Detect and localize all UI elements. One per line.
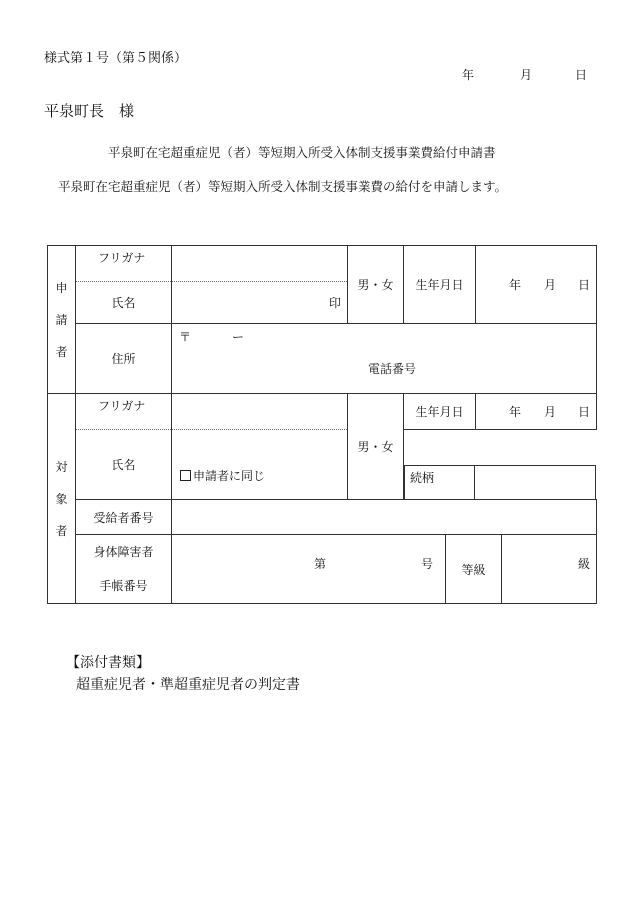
applicant-section-label xyxy=(48,246,76,394)
subject-section-label xyxy=(48,394,76,604)
grade-unit: 級 xyxy=(578,557,591,571)
subject-handbook-number-field[interactable] xyxy=(172,535,446,604)
number-suffix: 号 xyxy=(420,557,433,571)
applicant-address-label: 住所 xyxy=(76,324,172,394)
subject-relation-label: 続柄 xyxy=(410,471,435,485)
subject-handbook-label xyxy=(76,535,172,604)
applicant-birth-label: 生年月日 xyxy=(404,246,476,324)
phone-label: 電話番号 xyxy=(368,362,417,376)
subject-relation-field[interactable] xyxy=(474,465,596,500)
birth-month-label: 月 xyxy=(544,278,557,292)
seal-mark: 印 xyxy=(328,296,341,310)
applicant-birth-field[interactable] xyxy=(476,246,597,324)
birth-month-label: 月 xyxy=(544,405,557,419)
section-char: 申 xyxy=(55,280,68,295)
subject-name-field[interactable] xyxy=(172,430,348,500)
subject-furigana-field[interactable] xyxy=(172,394,348,430)
same-as-applicant-option[interactable] xyxy=(180,467,265,484)
number-prefix: 第 xyxy=(314,557,327,571)
subject-sex-selector[interactable]: 男・女 xyxy=(348,394,404,500)
subject-relation-row xyxy=(404,465,596,500)
date-year-label: 年 xyxy=(462,68,475,82)
attachments-heading: 【添付書類】 xyxy=(66,655,150,671)
applicant-address-field[interactable] xyxy=(172,324,597,394)
handbook-label-line2: 手帳番号 xyxy=(99,579,148,593)
applicant-name-label: 氏名 xyxy=(76,282,172,324)
subject-recipient-no-field[interactable] xyxy=(172,500,597,535)
applicant-furigana-label-cell xyxy=(76,246,172,282)
subject-furigana-label: フリガナ xyxy=(98,399,146,413)
date-day-label: 日 xyxy=(575,68,588,82)
applicant-name-field[interactable] xyxy=(172,282,348,324)
applicant-sex-selector[interactable]: 男・女 xyxy=(348,246,404,324)
birth-year-label: 年 xyxy=(509,278,522,292)
section-char: 請 xyxy=(55,312,68,327)
subject-grade-field[interactable] xyxy=(502,535,597,604)
subject-furigana-label-cell xyxy=(76,394,172,430)
section-char: 者 xyxy=(55,523,68,538)
section-char: 象 xyxy=(55,491,68,506)
applicant-furigana-field[interactable] xyxy=(172,246,348,282)
birth-day-label: 日 xyxy=(578,405,591,419)
subject-recipient-no-label: 受給者番号 xyxy=(76,500,172,535)
date-month-label: 月 xyxy=(520,68,533,82)
application-form-table xyxy=(47,245,597,604)
intro-text: 平泉町在宅超重症児（者）等短期入所受入体制支援事業費の給付を申請します。 xyxy=(58,179,508,194)
section-char: 者 xyxy=(55,344,68,359)
same-as-applicant-label: 申請者に同じ xyxy=(193,469,266,483)
form-number: 様式第１号（第５関係） xyxy=(44,51,188,66)
birth-day-label: 日 xyxy=(578,278,591,292)
applicant-furigana-label: フリガナ xyxy=(98,251,146,265)
postal-dash: ー xyxy=(232,330,245,344)
addressee: 平泉町長 様 xyxy=(44,102,135,120)
document-title: 平泉町在宅超重症児（者）等短期入所受入体制支援事業費給付申請書 xyxy=(108,145,496,160)
subject-relation-label-cell xyxy=(404,465,475,500)
checkbox-icon[interactable] xyxy=(180,470,191,481)
attachment-item: 超重症児者・準超重症児者の判定書 xyxy=(76,677,300,693)
section-char: 対 xyxy=(55,459,68,474)
handbook-label-line1: 身体障害者 xyxy=(93,545,154,559)
subject-grade-label: 等級 xyxy=(446,535,502,604)
subject-birth-label: 生年月日 xyxy=(404,394,476,430)
subject-birth-field[interactable] xyxy=(476,394,597,430)
postal-mark: 〒 xyxy=(179,330,192,344)
subject-name-label: 氏名 xyxy=(76,430,172,500)
application-date xyxy=(462,66,592,82)
birth-year-label: 年 xyxy=(509,405,522,419)
